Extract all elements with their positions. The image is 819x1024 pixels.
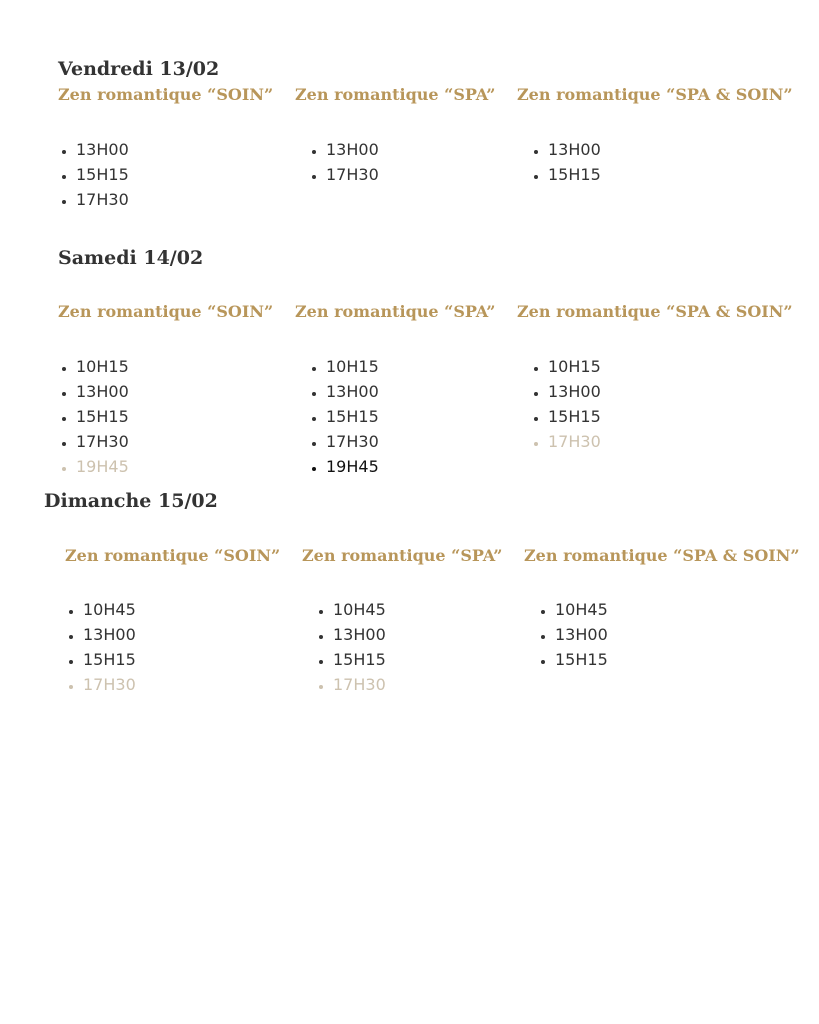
time-slot[interactable]: • 15H15 — [548, 404, 601, 429]
slot-list — [530, 137, 601, 187]
time-slot[interactable]: • 13H00 — [548, 379, 601, 404]
time-slot[interactable]: • 17H30 — [76, 187, 129, 212]
offer-title: Zen romantique “SOIN” — [58, 85, 274, 104]
time-slot[interactable]: • 13H00 — [83, 622, 136, 647]
offer-title: Zen romantique “SPA & SOIN” — [524, 546, 800, 565]
offer-title: Zen romantique “SOIN” — [58, 302, 274, 321]
day-title: Samedi 14/02 — [58, 247, 204, 269]
time-slot[interactable]: • 17H30 — [326, 162, 379, 187]
time-slot[interactable]: • 15H15 — [76, 404, 129, 429]
slot-list — [58, 137, 129, 212]
time-slot[interactable]: • 10H15 — [548, 354, 601, 379]
day-title: Vendredi 13/02 — [58, 58, 220, 80]
time-slot[interactable]: • 17H30 — [76, 429, 129, 454]
time-slot-full: • 17H30 — [83, 672, 136, 697]
time-slot[interactable]: • 17H30 — [326, 429, 379, 454]
offer-title: Zen romantique “SOIN” — [65, 546, 281, 565]
time-slot[interactable]: • 13H00 — [326, 379, 379, 404]
offer-title: Zen romantique “SPA” — [302, 546, 503, 565]
offer-title: Zen romantique “SPA & SOIN” — [517, 85, 793, 104]
time-slot[interactable]: • 15H15 — [83, 647, 136, 672]
slot-list — [530, 354, 601, 454]
offer-title: Zen romantique “SPA & SOIN” — [517, 302, 793, 321]
time-slot-full: • 17H30 — [333, 672, 386, 697]
time-slot[interactable]: • 15H15 — [76, 162, 129, 187]
day-title: Dimanche 15/02 — [44, 490, 218, 512]
time-slot[interactable]: • 10H15 — [76, 354, 129, 379]
time-slot[interactable]: • 13H00 — [76, 379, 129, 404]
offer-title: Zen romantique “SPA” — [295, 302, 496, 321]
time-slot[interactable]: • 10H45 — [83, 597, 136, 622]
time-slot-full: • 17H30 — [548, 429, 601, 454]
time-slot[interactable]: • 10H15 — [326, 354, 379, 379]
time-slot-highlighted[interactable]: • 19H45 — [326, 454, 379, 479]
time-slot[interactable]: • 10H45 — [333, 597, 386, 622]
time-slot[interactable]: • 13H00 — [76, 137, 129, 162]
time-slot-full: • 19H45 — [76, 454, 129, 479]
slot-list — [308, 354, 379, 479]
time-slot[interactable]: • 10H45 — [555, 597, 608, 622]
offer-title: Zen romantique “SPA” — [295, 85, 496, 104]
time-slot[interactable]: • 15H15 — [326, 404, 379, 429]
slot-list — [65, 597, 136, 697]
time-slot[interactable]: • 13H00 — [326, 137, 379, 162]
time-slot[interactable]: • 13H00 — [333, 622, 386, 647]
time-slot[interactable]: • 15H15 — [333, 647, 386, 672]
slot-list — [308, 137, 379, 187]
slot-list — [58, 354, 129, 479]
slot-list — [315, 597, 386, 697]
time-slot[interactable]: • 13H00 — [555, 622, 608, 647]
time-slot[interactable]: • 13H00 — [548, 137, 601, 162]
time-slot[interactable]: • 15H15 — [555, 647, 608, 672]
slot-list — [537, 597, 608, 672]
time-slot[interactable]: • 15H15 — [548, 162, 601, 187]
